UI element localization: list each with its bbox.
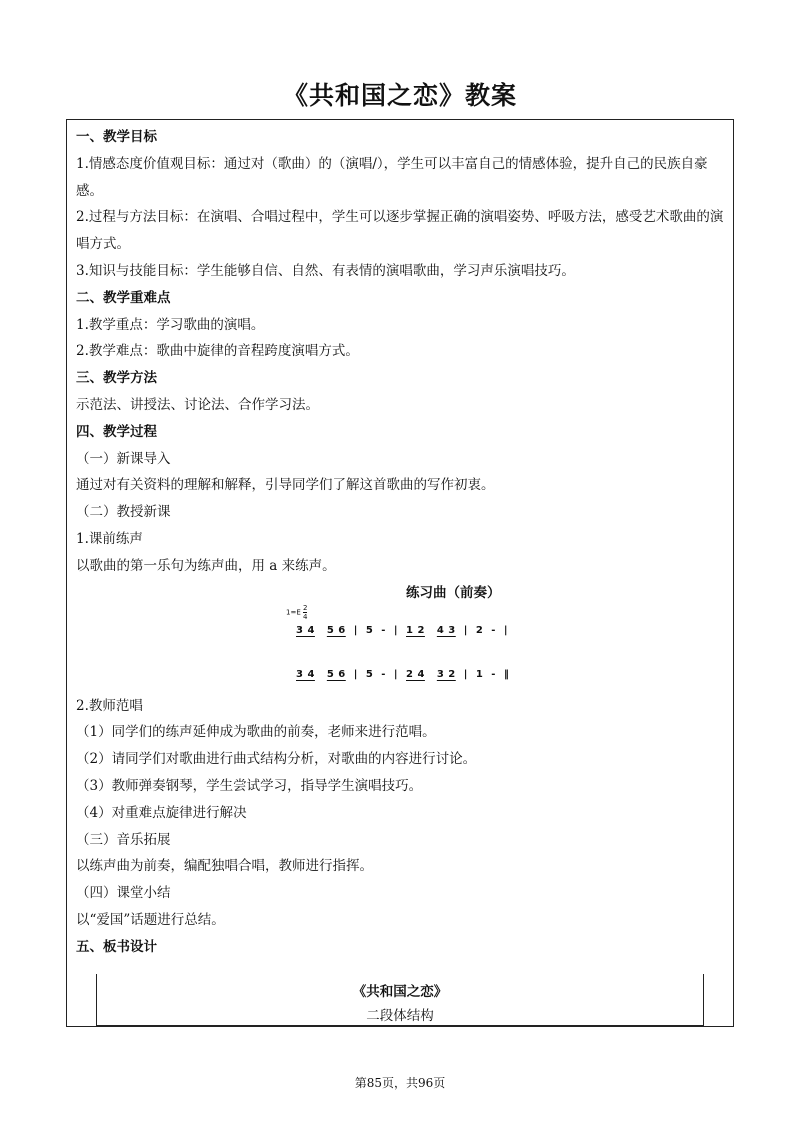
note-group: 3 4	[296, 668, 315, 680]
score-title: 练习曲（前奏）	[406, 584, 501, 601]
note-measure: 1 -	[475, 668, 496, 680]
board-title: 《共和国之恋》	[352, 984, 448, 1000]
note-measure: 2 -	[475, 624, 496, 636]
goal-item-2: 2.过程与方法目标：在演唱、合唱过程中，学生可以逐步掌握正确的演唱姿势、呼吸方法，感受艺术歌曲的演唱方式。	[76, 209, 724, 253]
section-heading-goals: 一、教学目标	[76, 129, 157, 145]
section-heading-process: 四、教学过程	[76, 423, 157, 440]
page-footer: 第85页，共96页	[354, 1076, 446, 1090]
key-point-2: 2.教学难点：歌曲中旋律的音程跨度演唱方式。	[76, 343, 359, 360]
process-demo-3: （3）教师弹奏钢琴，学生尝试学习，指导学生演唱技巧。	[76, 777, 423, 794]
process-ext-title: （三）音乐拓展	[76, 831, 171, 848]
goal-item-1: 1.情感态度价值观目标：通过对（歌曲）的（演唱/），学生可以丰富自己的情感体验，提升自己的民族自豪感。	[76, 155, 708, 199]
note-group: 3 4	[296, 624, 315, 636]
process-intro-title: （一）新课导入	[76, 450, 171, 467]
note-group: 4 3	[436, 624, 456, 636]
score-key-signature	[286, 604, 307, 621]
methods-text: 示范法、讲授法、讨论法、合作学习法。	[76, 396, 319, 413]
process-new-title: （二）教授新课	[76, 504, 171, 521]
note-group: 2 4	[406, 668, 425, 680]
score-key: 1=E	[286, 608, 301, 617]
note-measure: 5 -	[365, 668, 386, 680]
score-row-1: 3 4 5 6 | 5 - | 1 2 4 3 | 2 - |	[296, 624, 509, 636]
note-group: 3 2	[436, 668, 456, 680]
score-time-signature	[303, 604, 307, 621]
page-title: 《共和国之恋》教案	[282, 81, 517, 110]
note-measure: 5 -	[365, 624, 386, 636]
section-heading-methods: 三、教学方法	[76, 370, 157, 387]
process-ext-text: 以练声曲为前奏，编配独唱合唱，教师进行指挥。	[76, 858, 373, 875]
section-heading-key-points: 二、教学重难点	[76, 289, 171, 306]
process-demo-2: （2）请同学们对歌曲进行曲式结构分析，对歌曲的内容进行讨论。	[76, 751, 477, 768]
key-point-1: 1.教学重点：学习歌曲的演唱。	[76, 316, 265, 333]
lesson-content	[76, 124, 726, 961]
note-group: 5 6	[326, 668, 346, 680]
process-warmup-title: 1.课前练声	[76, 530, 143, 547]
process-summary-text: 以“爱国”话题进行总结。	[76, 911, 225, 928]
score-time-bottom: 4	[302, 612, 308, 621]
board-design-box	[96, 974, 704, 1026]
process-demo-4: （4）对重难点旋律进行解决	[76, 804, 247, 821]
goal-item-3: 3.知识与技能目标：学生能够自信、自然、有表情的演唱歌曲，学习声乐演唱技巧。	[76, 262, 575, 279]
process-summary-title: （四）课堂小结	[76, 885, 171, 902]
score-time-top: 2	[302, 603, 308, 612]
exercise-score	[286, 580, 726, 693]
note-group: 1 2	[406, 624, 425, 636]
section-heading-board: 五、板书设计	[76, 938, 157, 955]
board-subtitle: 二段体结构	[366, 1008, 434, 1024]
score-row-2: 3 4 5 6 | 5 - | 2 4 3 2 | 1 - ‖	[296, 668, 510, 680]
process-warmup-text: 以歌曲的第一乐句为练声曲，用 a 来练声。	[76, 557, 336, 574]
process-demo-1: （1）同学们的练声延伸成为歌曲的前奏，老师来进行范唱。	[76, 724, 436, 741]
process-intro-text: 通过对有关资料的理解和解释，引导同学们了解这首歌曲的写作初衷。	[76, 477, 495, 494]
process-demo-title: 2.教师范唱	[76, 697, 143, 714]
note-group: 5 6	[326, 624, 346, 636]
